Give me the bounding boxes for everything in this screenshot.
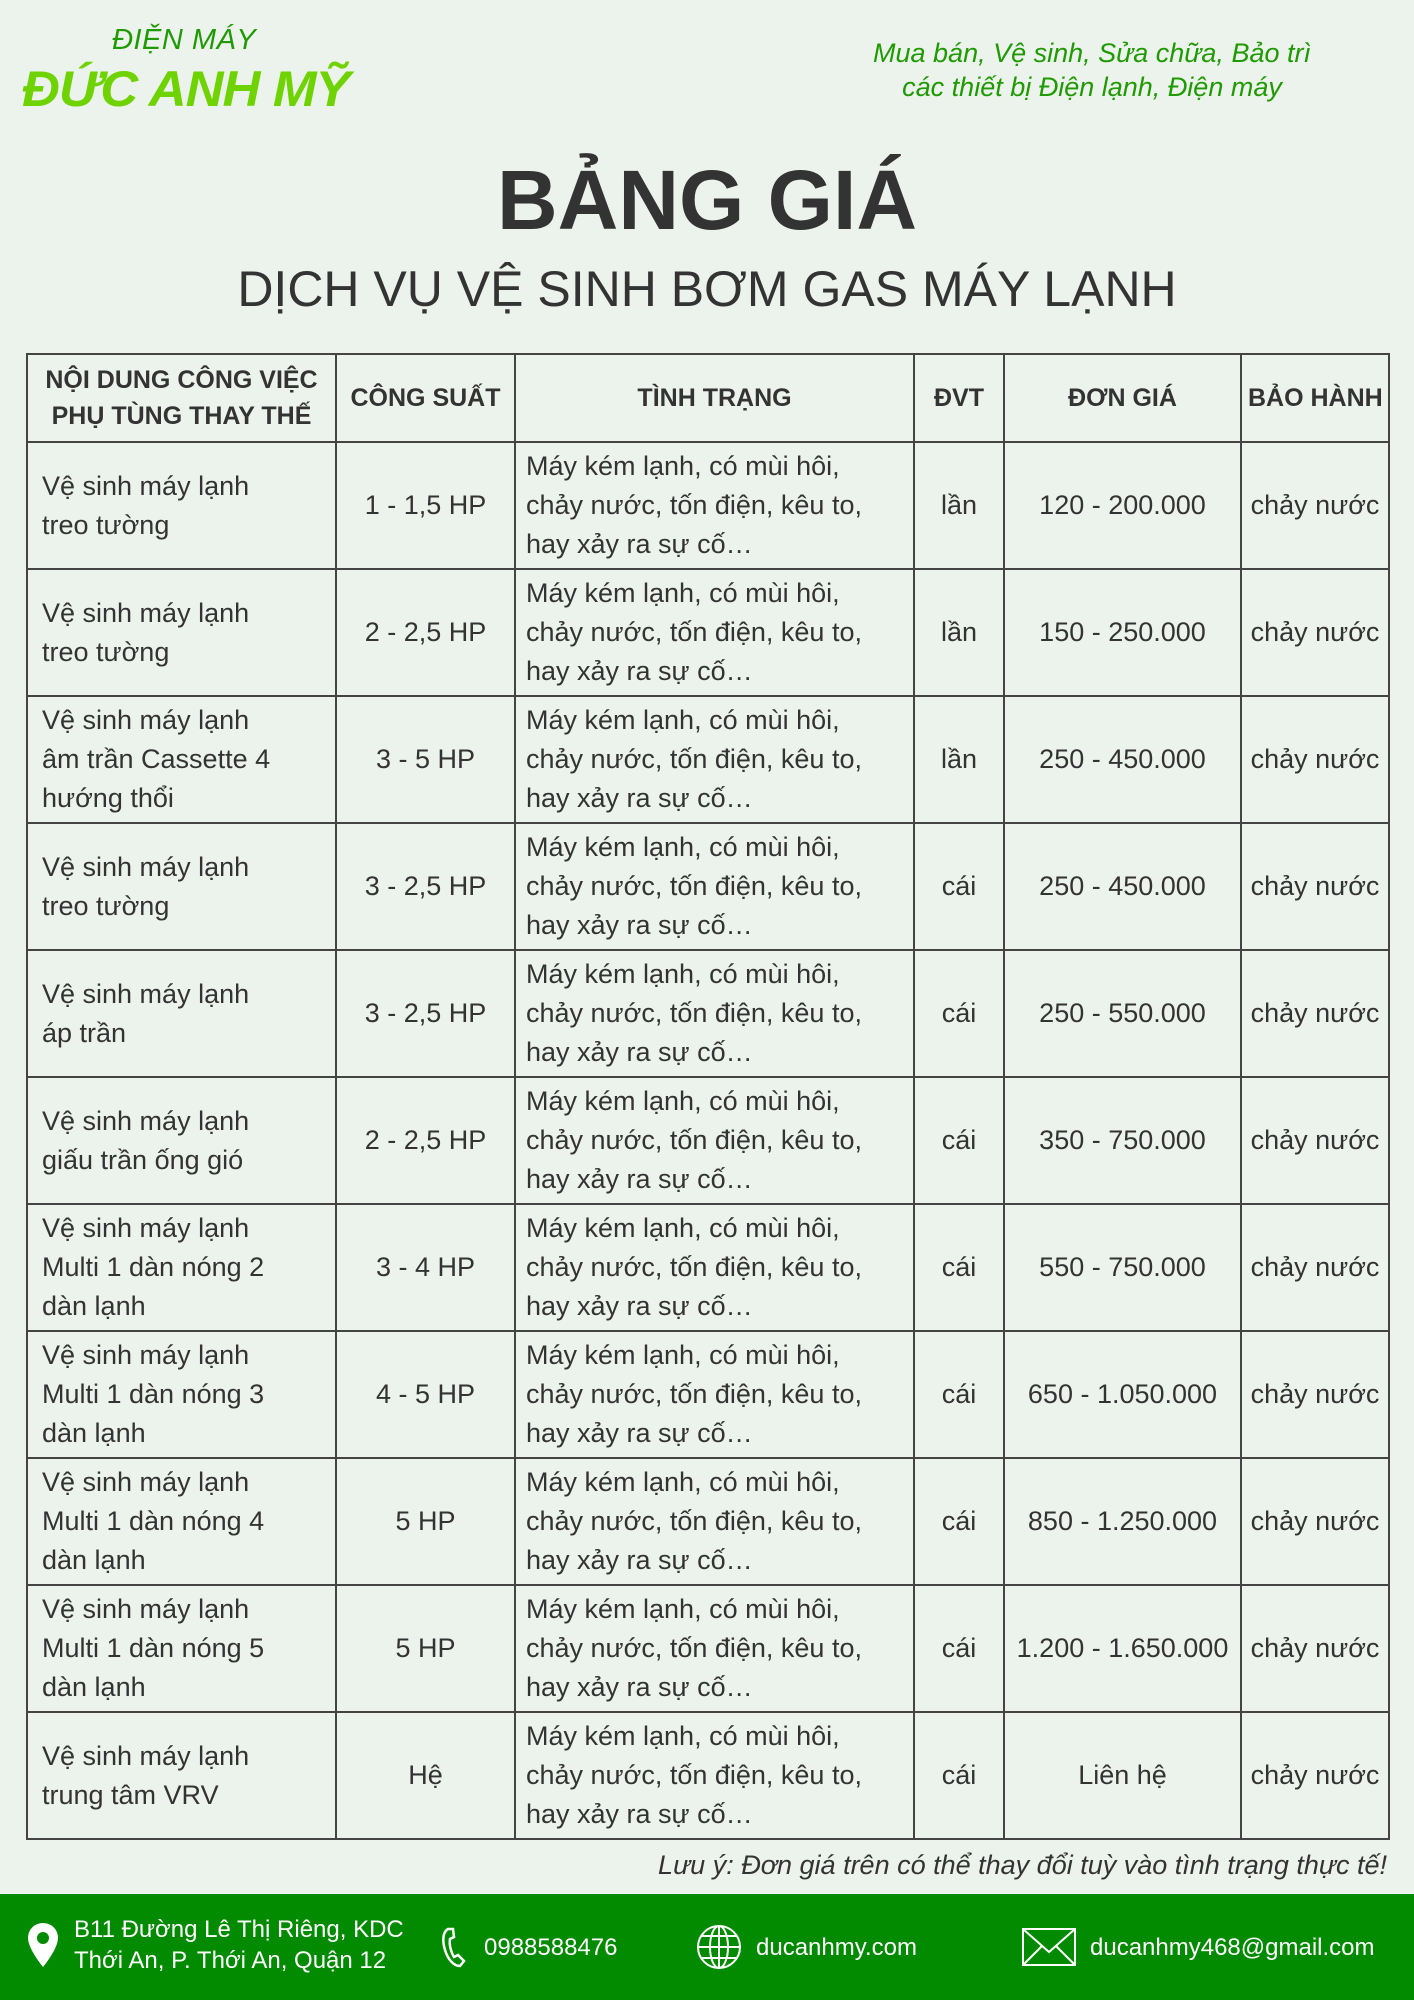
cell-warranty: chảy nước	[1241, 442, 1389, 569]
cell-status: Máy kém lạnh, có mùi hôi, chảy nước, tốn điện, kêu to, hay xảy ra sự cố…	[515, 569, 914, 696]
cell-power: 3 - 5 HP	[336, 696, 515, 823]
cell-unit: cái	[914, 1458, 1004, 1585]
cell-price: 150 - 250.000	[1004, 569, 1241, 696]
cell-warranty: chảy nước	[1241, 823, 1389, 950]
cell-warranty: chảy nước	[1241, 1585, 1389, 1712]
cell-power: 3 - 2,5 HP	[336, 823, 515, 950]
cell-unit: cái	[914, 950, 1004, 1077]
cell-power: 2 - 2,5 HP	[336, 1077, 515, 1204]
cell-power: 1 - 1,5 HP	[336, 442, 515, 569]
cell-job: Vệ sinh máy lạnh treo tường	[27, 823, 336, 950]
cell-unit: cái	[914, 1585, 1004, 1712]
table-row	[27, 1458, 1389, 1585]
cell-price: 1.200 - 1.650.000	[1004, 1585, 1241, 1712]
page-title: BẢNG GIÁ	[497, 153, 917, 247]
footer-website[interactable]: ducanhmy.com	[696, 1924, 917, 1970]
tagline-line1: Mua bán, Vệ sinh, Sửa chữa, Bảo trì	[873, 38, 1311, 68]
tagline	[832, 36, 1352, 104]
cell-power: 4 - 5 HP	[336, 1331, 515, 1458]
cell-price: 250 - 450.000	[1004, 823, 1241, 950]
cell-status: Máy kém lạnh, có mùi hôi, chảy nước, tốn điện, kêu to, hay xảy ra sự cố…	[515, 1585, 914, 1712]
cell-job: Vệ sinh máy lạnh giấu trần ống gió	[27, 1077, 336, 1204]
brand-top-text: ĐIỆN MÁY	[112, 24, 257, 56]
cell-warranty: chảy nước	[1241, 950, 1389, 1077]
cell-warranty: chảy nước	[1241, 1458, 1389, 1585]
cell-warranty: chảy nước	[1241, 1331, 1389, 1458]
cell-status: Máy kém lạnh, có mùi hôi, chảy nước, tốn điện, kêu to, hay xảy ra sự cố…	[515, 1712, 914, 1839]
brand-name: ĐỨC ANH MỸ	[22, 61, 350, 117]
cell-job: Vệ sinh máy lạnh trung tâm VRV	[27, 1712, 336, 1839]
location-pin-icon	[26, 1921, 60, 1969]
cell-warranty: chảy nước	[1241, 1077, 1389, 1204]
footer	[0, 1894, 1414, 2000]
cell-price: 650 - 1.050.000	[1004, 1331, 1241, 1458]
cell-status: Máy kém lạnh, có mùi hôi, chảy nước, tốn điện, kêu to, hay xảy ra sự cố…	[515, 696, 914, 823]
tagline-line2: các thiết bị Điện lạnh, Điện máy	[902, 72, 1282, 102]
cell-warranty: chảy nước	[1241, 1712, 1389, 1839]
page-subtitle: DỊCH VỤ VỆ SINH BƠM GAS MÁY LẠNH	[237, 261, 1177, 317]
cell-status: Máy kém lạnh, có mùi hôi, chảy nước, tốn điện, kêu to, hay xảy ra sự cố…	[515, 442, 914, 569]
cell-price: 350 - 750.000	[1004, 1077, 1241, 1204]
cell-price: Liên hệ	[1004, 1712, 1241, 1839]
cell-unit: lần	[914, 569, 1004, 696]
cell-job: Vệ sinh máy lạnh treo tường	[27, 569, 336, 696]
cell-unit: lần	[914, 442, 1004, 569]
footer-email[interactable]: ducanhmy468@gmail.com	[1022, 1928, 1375, 1966]
cell-unit: lần	[914, 696, 1004, 823]
header-power: CÔNG SUẤT	[336, 354, 515, 442]
cell-price: 120 - 200.000	[1004, 442, 1241, 569]
cell-status: Máy kém lạnh, có mùi hôi, chảy nước, tốn điện, kêu to, hay xảy ra sự cố…	[515, 1204, 914, 1331]
cell-power: Hệ	[336, 1712, 515, 1839]
cell-unit: cái	[914, 1331, 1004, 1458]
cell-status: Máy kém lạnh, có mùi hôi, chảy nước, tốn điện, kêu to, hay xảy ra sự cố…	[515, 950, 914, 1077]
cell-price: 850 - 1.250.000	[1004, 1458, 1241, 1585]
header-warranty: BẢO HÀNH	[1241, 354, 1389, 442]
cell-job: Vệ sinh máy lạnh Multi 1 dàn nóng 2 dàn lạnh	[27, 1204, 336, 1331]
table-row	[27, 442, 1389, 569]
cell-price: 550 - 750.000	[1004, 1204, 1241, 1331]
table-row	[27, 569, 1389, 696]
cell-unit: cái	[914, 1712, 1004, 1839]
cell-job: Vệ sinh máy lạnh Multi 1 dàn nóng 5 dàn lạnh	[27, 1585, 336, 1712]
cell-status: Máy kém lạnh, có mùi hôi, chảy nước, tốn điện, kêu to, hay xảy ra sự cố…	[515, 1331, 914, 1458]
cell-price: 250 - 450.000	[1004, 696, 1241, 823]
table-row	[27, 1585, 1389, 1712]
header-status: TÌNH TRẠNG	[515, 354, 914, 442]
table-header-row	[27, 354, 1389, 442]
envelope-icon	[1022, 1928, 1076, 1966]
cell-power: 5 HP	[336, 1585, 515, 1712]
cell-warranty: chảy nước	[1241, 1204, 1389, 1331]
phone-icon	[440, 1926, 470, 1968]
header-job: NỘI DUNG CÔNG VIỆC PHỤ TÙNG THAY THẾ	[27, 354, 336, 442]
cell-job: Vệ sinh máy lạnh áp trần	[27, 950, 336, 1077]
cell-unit: cái	[914, 823, 1004, 950]
cell-power: 3 - 4 HP	[336, 1204, 515, 1331]
cell-power: 2 - 2,5 HP	[336, 569, 515, 696]
cell-job: Vệ sinh máy lạnh Multi 1 dàn nóng 3 dàn lạnh	[27, 1331, 336, 1458]
cell-unit: cái	[914, 1077, 1004, 1204]
table-row	[27, 950, 1389, 1077]
footer-address: B11 Đường Lê Thị Riêng, KDC Thới An, P. Thới An, Quận 12	[26, 1914, 404, 1976]
cell-warranty: chảy nước	[1241, 696, 1389, 823]
price-table	[26, 353, 1390, 1840]
cell-job: Vệ sinh máy lạnh Multi 1 dàn nóng 4 dàn lạnh	[27, 1458, 336, 1585]
price-note: Lưu ý: Đơn giá trên có thể thay đổi tuỳ vào tình trạng thực tế!	[658, 1850, 1387, 1880]
header-unit: ĐVT	[914, 354, 1004, 442]
globe-icon	[696, 1924, 742, 1970]
table-row	[27, 1204, 1389, 1331]
table-row	[27, 696, 1389, 823]
cell-warranty: chảy nước	[1241, 569, 1389, 696]
table-row	[27, 823, 1389, 950]
cell-unit: cái	[914, 1204, 1004, 1331]
header-price: ĐƠN GIÁ	[1004, 354, 1241, 442]
cell-status: Máy kém lạnh, có mùi hôi, chảy nước, tốn điện, kêu to, hay xảy ra sự cố…	[515, 1077, 914, 1204]
cell-job: Vệ sinh máy lạnh treo tường	[27, 442, 336, 569]
table-row	[27, 1077, 1389, 1204]
table-row	[27, 1331, 1389, 1458]
cell-power: 3 - 2,5 HP	[336, 950, 515, 1077]
table-row	[27, 1712, 1389, 1839]
cell-status: Máy kém lạnh, có mùi hôi, chảy nước, tốn điện, kêu to, hay xảy ra sự cố…	[515, 1458, 914, 1585]
footer-phone[interactable]: 0988588476	[440, 1926, 617, 1968]
cell-power: 5 HP	[336, 1458, 515, 1585]
cell-price: 250 - 550.000	[1004, 950, 1241, 1077]
cell-job: Vệ sinh máy lạnh âm trần Cassette 4 hướng thổi	[27, 696, 336, 823]
cell-status: Máy kém lạnh, có mùi hôi, chảy nước, tốn điện, kêu to, hay xảy ra sự cố…	[515, 823, 914, 950]
